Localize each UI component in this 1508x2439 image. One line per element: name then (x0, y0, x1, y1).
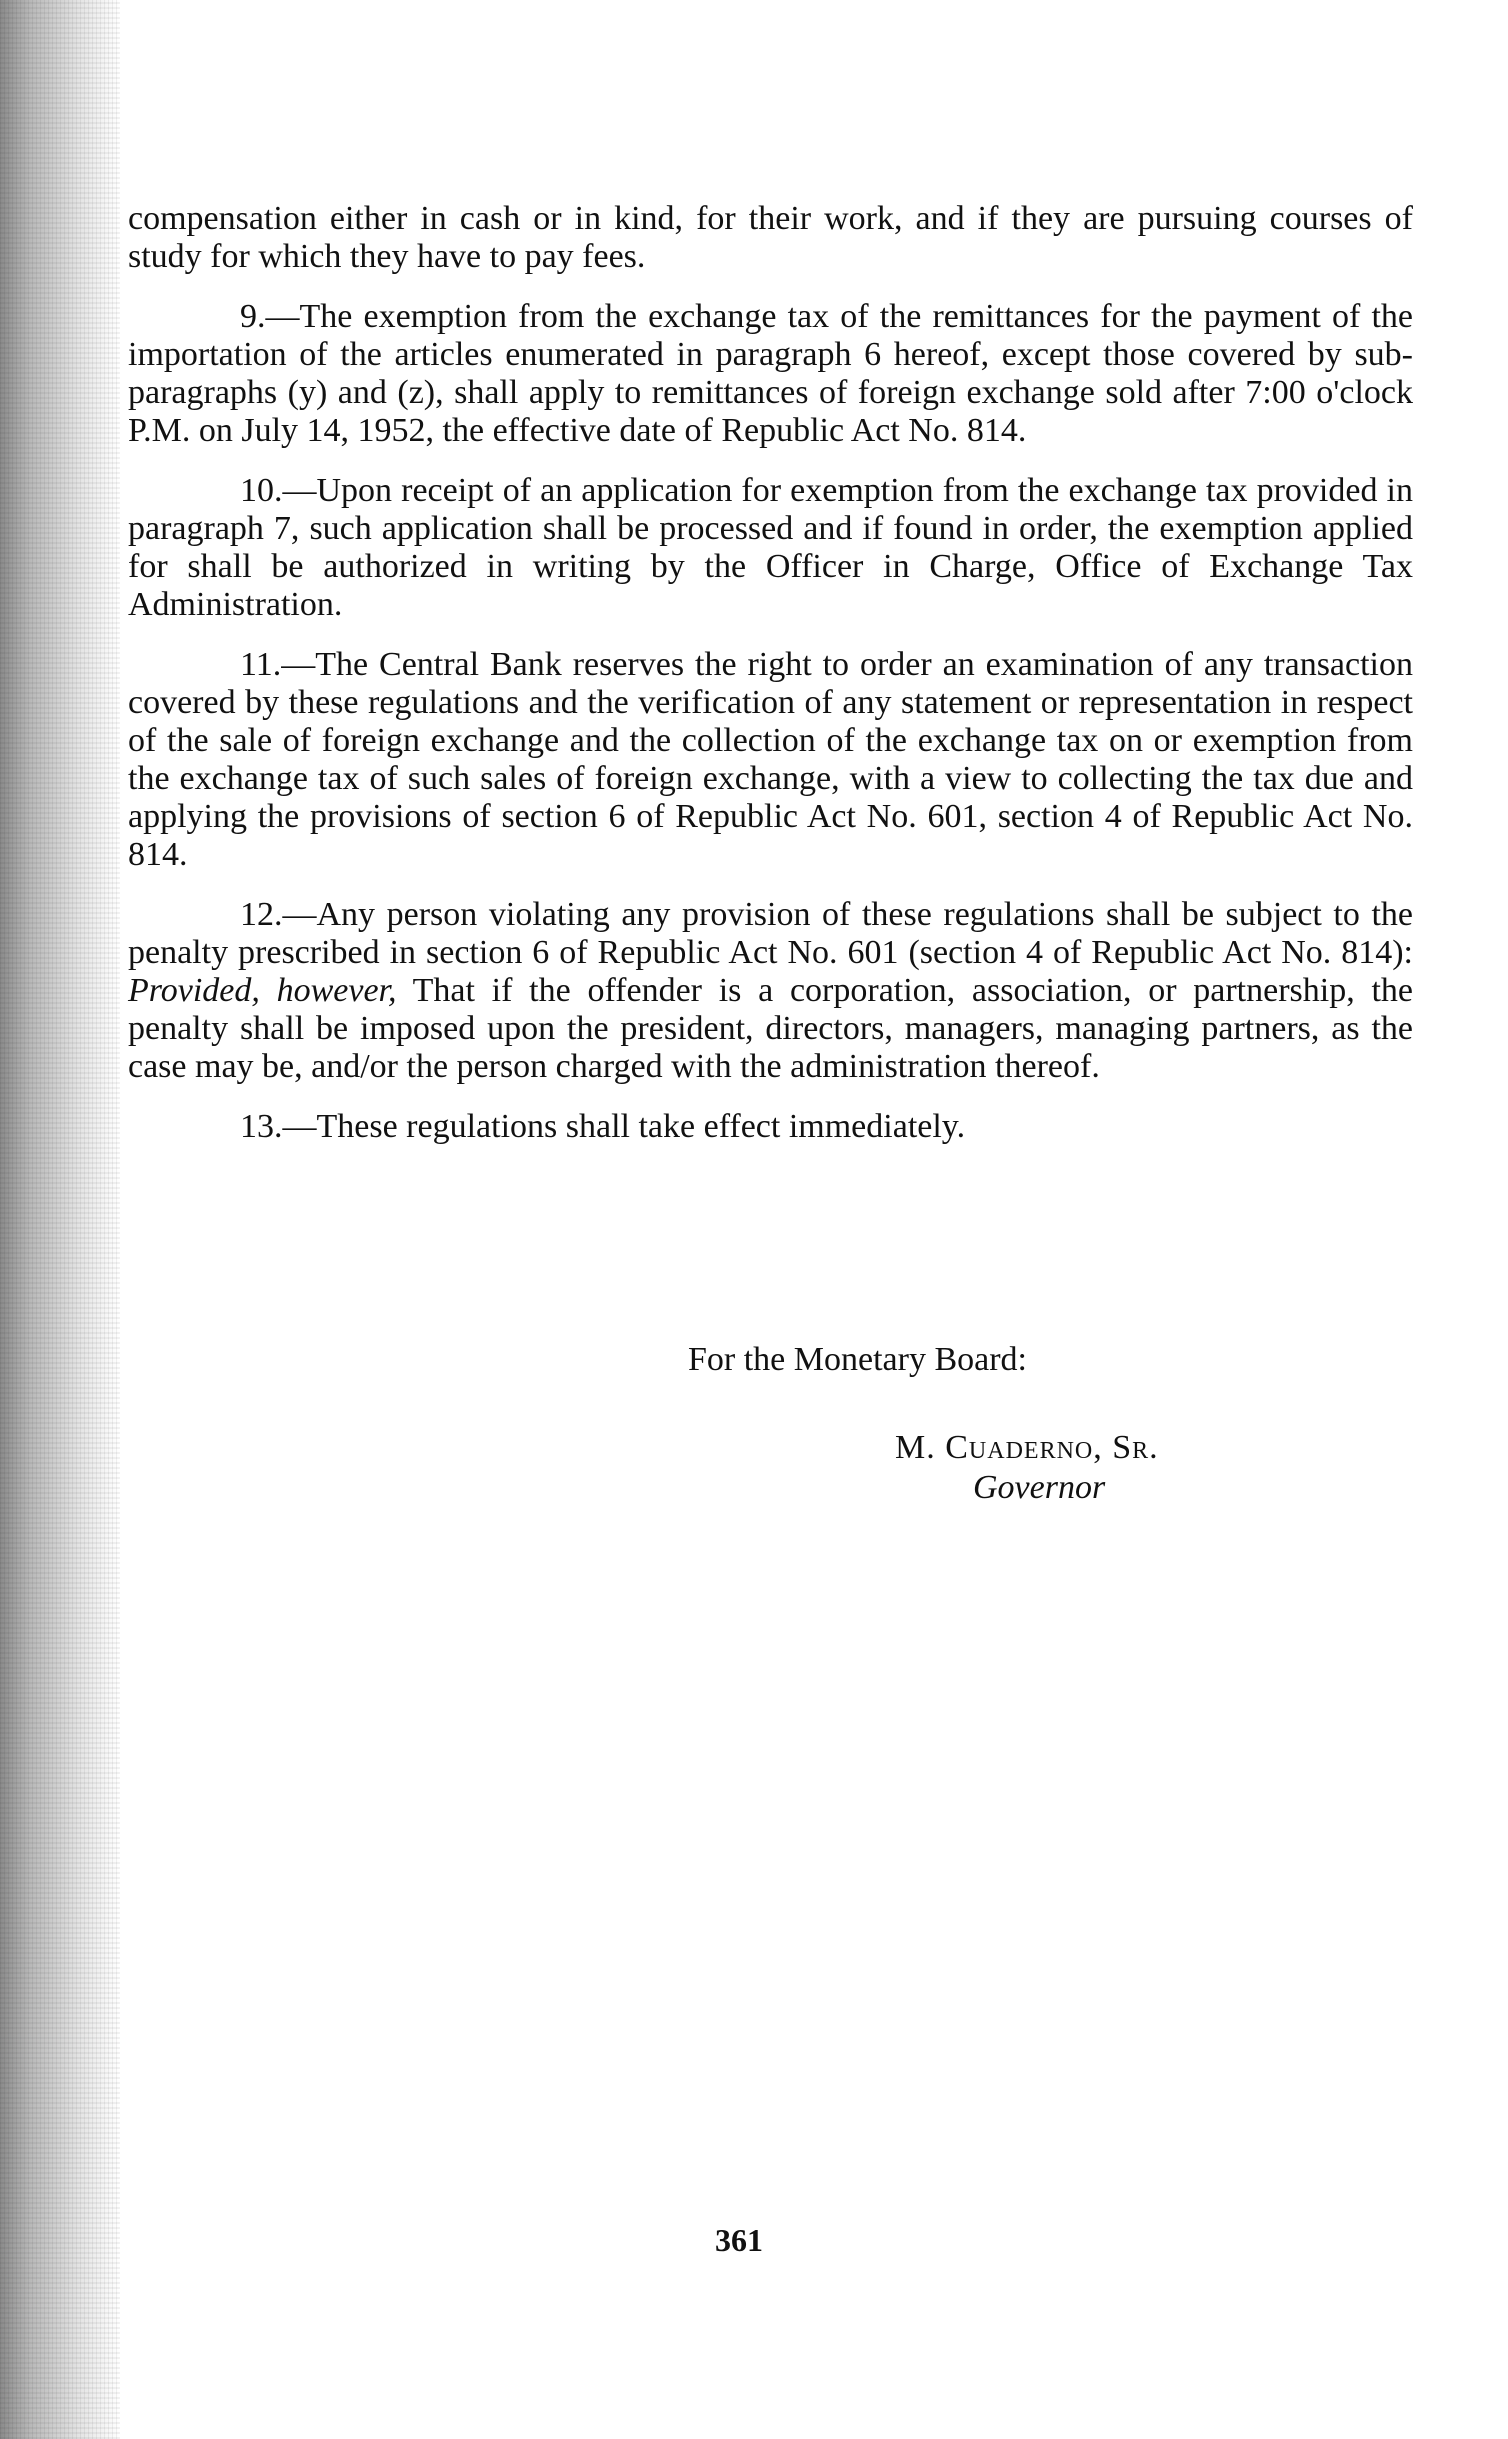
page-number: 361 (715, 2222, 763, 2258)
paragraph-10: 10.—Upon receipt of an application for exemption from the exchange tax provided in paragraph 7, such application shall be processed and if found in order, the exemption applied for shall be authorized in writing by the Officer in Charge, Office of Exchange Tax Administration. (128, 472, 1413, 623)
paragraph-12-text-end: That if the offender is a corporation, association, or partnership, the penalty shall be imposed upon the president, directors, managers, managing partners, as the case may be, and/or the person charged with the administration thereof. (128, 972, 1413, 1085)
scan-shadow-edge (0, 0, 120, 2439)
closing-line: For the Monetary Board: (688, 1341, 1027, 1378)
paragraph-9: 9.—The exemption from the exchange tax of the remittances for the payment of the importation of the articles enumerated in paragraph 6 hereof, except those covered by sub-paragraphs (y) and (z), shall apply to remittances of foreign exchange sold after 7:00 o'clock P.M. on July 14, 1952, the effective date of Republic Act No. 814. (128, 298, 1413, 449)
signature-block (895, 1428, 1159, 1508)
paragraph-8-continuation: compensation either in cash or in kind, for their work, and if they are pursuing courses of study for which they have to pay fees. (128, 200, 1413, 275)
paragraph-12-proviso: Provided, however, (128, 972, 397, 1009)
document-body (128, 200, 1413, 1146)
paragraph-13: 13.—These regulations shall take effect immediately. (240, 1108, 966, 1145)
paragraph-12 (128, 896, 1413, 1086)
paragraph-12-text-start: 12.—Any person violating any provision of these regulations shall be subject to the penalty prescribed in section 6 of Republic Act No. 601 (section 4 of Republic Act No. 814): (128, 896, 1413, 971)
signatory-title: Governor (973, 1469, 1106, 1506)
signatory-name: M. Cuaderno, Sr. (895, 1429, 1159, 1466)
paragraph-11: 11.—The Central Bank reserves the right to order an examination of any transaction covered by these regulations and the verification of any statement or representation in respect of the sale of foreign exchange and the collection of the exchange tax on or exemption from the exchange tax of such sales of foreign exchange, with a view to collecting the tax due and applying the provisions of section 6 of Republic Act No. 601, section 4 of Republic Act No. 814. (128, 646, 1413, 873)
